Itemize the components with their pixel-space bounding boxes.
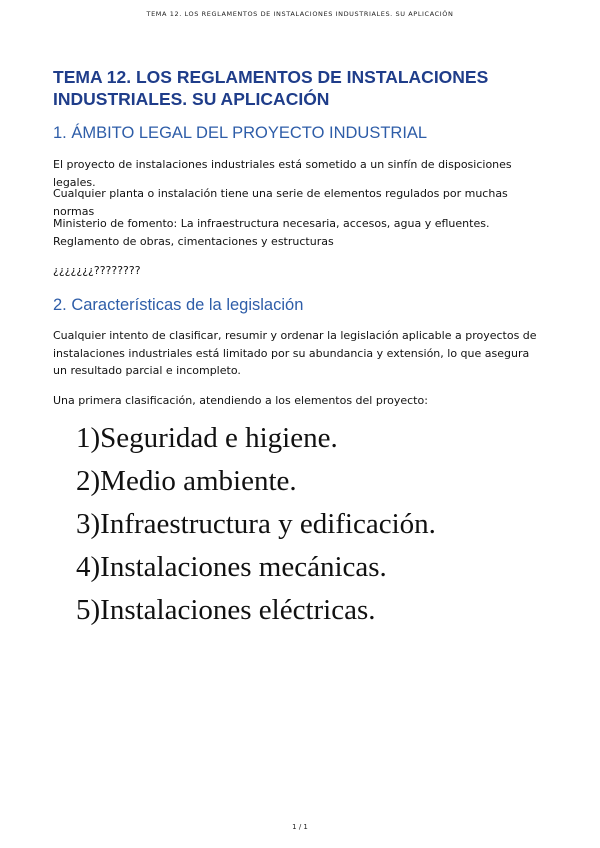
list-item: 4)Instalaciones mecánicas. bbox=[76, 551, 387, 583]
section-1-heading: 1. ÁMBITO LEGAL DEL PROYECTO INDUSTRIAL bbox=[53, 124, 428, 142]
classification-list bbox=[76, 420, 436, 635]
paragraph: El proyecto de instalaciones industriales está sometido a un sinfín de disposiciones legales. bbox=[53, 158, 512, 189]
list-item: 1)Seguridad e higiene. bbox=[76, 422, 338, 454]
list-item: 2)Medio ambiente. bbox=[76, 465, 297, 497]
paragraph: Cualquier intento de clasificar, resumir y ordenar la legislación aplicable a proyectos de instalaciones industriales está limitado por su abundancia y extensión, lo que asegura un resultado parcial e incompleto. bbox=[53, 329, 537, 377]
list-item: 5)Instalaciones eléctricas. bbox=[76, 594, 376, 626]
document-title: TEMA 12. LOS REGLAMENTOS DE INSTALACIONES INDUSTRIALES. SU APLICACIÓN bbox=[53, 67, 489, 109]
paragraph: Una primera clasificación, atendiendo a los elementos del proyecto: bbox=[53, 394, 428, 407]
section-2-heading: 2. Características de la legislación bbox=[53, 296, 304, 314]
list-item: 3)Infraestructura y edificación. bbox=[76, 508, 436, 540]
page-number: 1 / 1 bbox=[292, 823, 308, 831]
running-header: TEMA 12. LOS REGLAMENTOS DE INSTALACIONES INDUSTRIALES. SU APLICACIÓN bbox=[146, 10, 454, 18]
paragraph: Cualquier planta o instalación tiene una serie de elementos regulados por muchas normas bbox=[53, 187, 508, 218]
paragraph: Ministerio de fomento: La infraestructura necesaria, accesos, agua y efluentes. Reglamento de obras, cimentaciones y estructuras bbox=[53, 217, 490, 248]
paragraph: ¿¿¿¿¿¿¿???????? bbox=[53, 264, 141, 277]
